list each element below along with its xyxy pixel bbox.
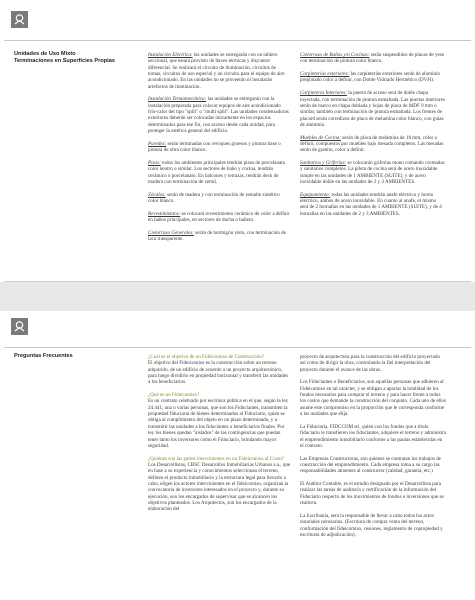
page-gap: [0, 282, 475, 311]
faq-answer: Los Desarrollistas, CBSC Desarrollos Inmobiliarias Urbanos s.a., que en base a su experiencia y conocimientos seleccionan el terreno, definen el producto inmobiliario y la estructura legal para llevarlo a cabo, eligen los actores intervinientes en el fideicomiso, organizan la convocatoria de inversores interesados en el proyecto y, durante su ejecución, son los encargados de supervisar que se alcancen los objetivos planteados. Los Arquitectos, son los encargados de la elaboración del: [148, 461, 291, 513]
header-divider: [4, 347, 471, 348]
title-line-2: Terminaciones en Superficies Propias: [14, 58, 115, 64]
header-divider: [4, 40, 471, 41]
faq-answer: Es un contrato celebrado por escritura pública en el que, según la ley 24.441, una o varias personas, que son los Fiduciantes, transmiten la propiedad fiduciaria de bienes determinados al Fiduciario, quien se obliga al cumplimiento del objeto en un plazo determinado, y a transmitir las unidades a los fiduciantes o beneficiarios finales. Por ley los bienes quedan "aislados" de las contingencias que puedan tener tanto los inversores como el Fiduciario, brindando mayor seguridad.: [148, 398, 289, 449]
spec-paragraph: Carpinterías exteriores: las carpinterías exteriores serán de aluminio prepintado color a definir, con Doble Vidriado Hermético (DVH).: [300, 71, 440, 84]
spec-paragraph: Equipamiento: todas las unidades tendrán anafe eléctrico y horno eléctrico, ambos de acero inoxidable. En cuanto al anafe, el mismo será de 2 hornallas en las unidades de 1 AMBIENTE (SUITE), y de 4 hornallas en las unidades de 2 y 3 AMBIENTES.: [300, 191, 442, 217]
brand-logo-icon: [11, 11, 28, 28]
spec-paragraph: Cielorraso Generales: serán de hormigón visto, con terminación de laca transparente.: [148, 229, 286, 243]
spec-paragraph: Zócalos: serán de madera y con terminación de esmalte sintético color blanco.: [148, 191, 280, 205]
faq-left-column: [148, 354, 291, 519]
faq-question: ¿Qué es un Fideicomiso?: [148, 392, 200, 399]
faq-question: ¿Cuál es el objetivo de un Fideicomiso de Construcción?: [148, 354, 264, 360]
spec-paragraph: Muebles de Cocina: serán de placa de melamina de 18 mm, color a definir, compuestos por muebles bajo mesada completos. Las mesadas serán de granito, color a definir.: [300, 134, 444, 154]
faq-paragraph: Los Fiduciantes o Beneficiarios, son aquellas personas que adhieren al Fideicomiso en tal carácter, y se obligan a aportar la totalidad de los fondos necesarios para comprar el terreno y para hacer frente a todos los costos que demande la construcción del conjunto. Cada uno de ellos asume este compromiso en la proporción que le corresponda conforme a las unidades que elija.: [300, 379, 446, 418]
brand-logo-icon: [11, 318, 28, 335]
spec-paragraph: Sanitarios y Griferías: se colocarán griferías mono comando cromadas y sanitarios completos. La pileta de cocina será de acero inoxidable simple en las unidades de 1 AMBIENTE (SUITE), y de acero inoxidable doble en las unidades de 2 y 3 AMBIENTES.: [300, 160, 445, 186]
spec-paragraph: Instalación Termomecánica: las unidades se entregarán con la instalación preparada para colocar equipos de aire acondicionado frío-calor del tipo "split" o "multi split". Las unidades condensadoras exteriores deberán ser colocadas únicamente en los espacios determinados para ese fin, con acceso desde cada unidad, para proteger la estética general del edificio.: [148, 96, 289, 135]
page-panel-2: [4, 311, 471, 600]
faq-paragraph: proyecto de arquitectura para la construcción del edificio proyectado así como de dirigir la obra, controlando la fiel interpretación del proyecto durante el avance de las obras.: [300, 354, 441, 373]
spec-paragraph: Revestimientos: se colocará revestimiento cerámico de color a definir en baños principales, en sectores de ducha o bañera.: [148, 210, 290, 224]
faq-right-column: [300, 354, 446, 545]
section-title: Preguntas Frecuentes: [14, 353, 73, 359]
faq-paragraph: El Auditor Contable, es el estudio designado por el Desarrollista para realizar las tareas de auditoría y certificación de la información del Fiduciario respecto de los movimientos de fondos e inversiones que se realicen.: [300, 481, 444, 507]
spec-paragraph: Instalación Eléctrica: las unidades se entregarán con un tablero seccional, que estará provisto de llaves térmicas y disyuntor diferencial. Se realizará el circuito de iluminación, circuitos de tomas, circuitos de uso especial y un circuito para el equipo de aire acondicionado. En las unidades no se proveerán ni instalarán artefactos de iluminación.: [148, 52, 285, 90]
faq-question: ¿Quiénes son las partes intervinientes en un Fideicomiso al Costo?: [148, 455, 284, 462]
left-column: [148, 52, 290, 249]
spec-paragraph: Paredes: serán terminadas con revoques gruesos y pintura base o pintura de obra color blanco.: [148, 140, 281, 154]
page-panel-1: [4, 4, 471, 282]
faq-paragraph: La Fiduciaria, FIDCCOM srl, quien con los fondos que a título fiduciario le transfieren los fiduciantes, adquiere el terreno y administra el emprendimiento inmobiliario conforme a las pautas establecidas en el contrato.: [300, 423, 446, 449]
section-title: [14, 51, 115, 65]
spec-paragraph: Pisos: todos los ambientes principales tendrán pisos de porcelanato color neutro o similar. Los sectores de baño y cocina, tendrán cerámico o porcelanato. En balcones y terrazas, tendrán deck de madera con terminación de cemil.: [148, 159, 286, 186]
spec-paragraph: Carpintería Interiores: la puerta de acceso será de doble chapa inyectada, con terminación de pintura esmaltada. Las puertas interiores serán de marco en chapa doblada y hojas de placa de MDF 9 mm o similar, también con terminación de pintura esmaltada. Los frentes de placard serán corredizos de placa de melamina color blanco, con guías de aluminio.: [300, 90, 445, 128]
right-column: [300, 52, 445, 224]
faq-paragraph: Las Empresas Constructoras, son quienes se contratan los trabajos de construcción del emprendimiento. Cada empresa toma a su cargo las responsabilidades atinentes al constructor (calidad, garantía, etc.): [300, 455, 441, 475]
faq-paragraph: La Escribanía, será la responsable de llevar a cabo todos los actos notariales necesarios. (Escritura de compra venta del terreno, conformación del fideicomiso, cesiones, reglamento de copropiedad y escrituras de adjudicación).: [300, 512, 443, 538]
faq-answer: El objetivo del Fideicomiso es la construcción sobre un terreno adquirido, de un edificio de acuerdo a un proyecto arquitectónico, para luego dividirlo en propiedad horizontal y transferir las unidades a los beneficiarios.: [148, 360, 288, 386]
spec-paragraph: Cielorraso de Baños y/o Cocinas: serán suspendidos de placas de yeso con terminación de pintura color blanco.: [300, 52, 445, 65]
title-line-1: Unidades de Uso Mixto: [14, 51, 76, 57]
